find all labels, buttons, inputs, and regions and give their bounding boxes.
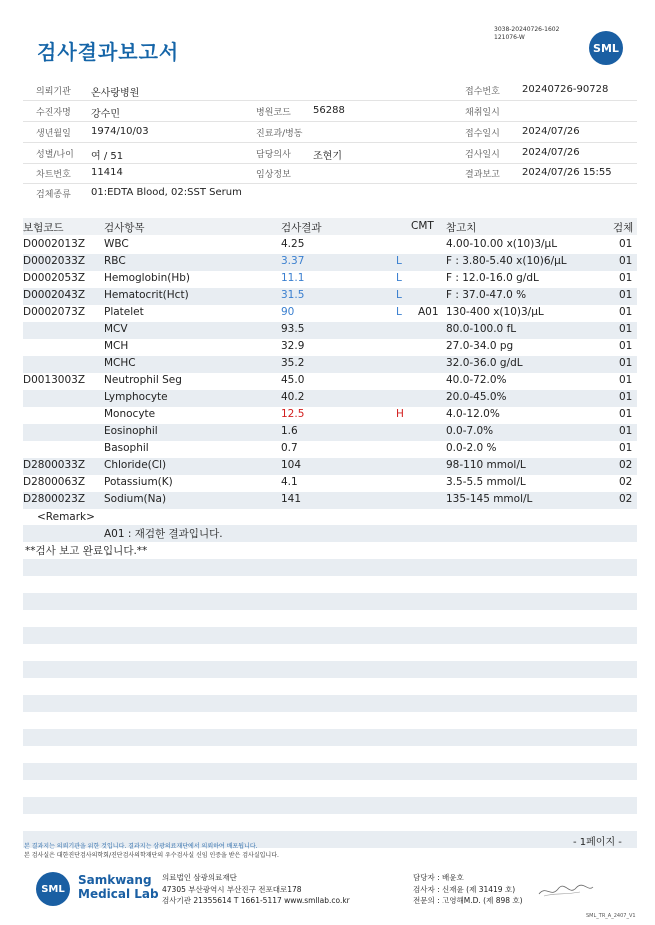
cell-flag: L [396,289,402,301]
cell-spec: 01 [619,289,633,301]
staff-line1: 담당자 : 배윤호 [413,873,464,882]
address-line2: 47305 부산광역시 부산진구 전포대로178 [162,884,302,894]
cell-item: RBC [104,255,126,267]
cell-code: D2800023Z [23,493,86,505]
empty-band [23,763,637,780]
cell-ref: 0.0-2.0 % [446,442,497,454]
receipt-no-label: 접수번호 [465,87,500,97]
cell-item: Hematocrit(Hct) [104,289,189,301]
info-row-client [23,80,637,101]
cell-spec: 01 [619,340,633,352]
cell-result: 31.5 [281,289,305,301]
cell-item: MCH [104,340,129,352]
report-title: 검사결과보고서 [37,40,180,64]
signature-icon [536,882,596,900]
empty-band [23,627,637,644]
cell-ref: 40.0-72.0% [446,374,507,386]
cell-ref: 32.0-36.0 g/dL [446,357,523,369]
info-row-chart [23,163,637,184]
table-row [23,475,637,492]
footer-address [162,872,350,907]
cell-flag: L [396,306,402,318]
table-row [23,237,637,254]
cell-ref: 130-400 x(10)3/μL [446,306,544,318]
col-cmt: CMT [411,220,434,232]
cell-item: WBC [104,238,129,250]
staff-line3: 전문의 : 고영해M.D. (제 898 호) [413,896,523,905]
cell-result: 11.1 [281,272,305,284]
footer-staff [413,872,523,907]
footer-notice-2: 본 검사실은 대한진단검사의학회/진단검사의학재단의 우수검사실 신임 인증을 받은 검사실입니다. [24,852,279,859]
specimen-value: 01:EDTA Blood, 02:SST Serum [91,187,242,198]
cell-result: 4.1 [281,476,298,488]
info-row-sex [23,143,637,164]
cell-item: Platelet [104,306,144,318]
cell-ref: 0.0-7.0% [446,425,494,437]
receipt-date-value: 2024/07/26 [522,126,580,137]
collect-date-label: 채취일시 [465,108,500,118]
cell-flag: H [396,408,404,420]
info-row-specimen [23,183,637,203]
patient-value: 강수민 [91,109,120,120]
cell-ref: 135-145 mmol/L [446,493,533,505]
form-code: SML_TR_A_2407_V1 [586,913,636,919]
cell-result: 35.2 [281,357,305,369]
sex-age-value: 여 / 51 [91,151,124,162]
client-value: 온사랑병원 [91,88,140,99]
remark-title: <Remark> [37,511,95,523]
cell-ref: 98-110 mmol/L [446,459,526,471]
table-row [23,322,637,339]
cell-spec: 01 [619,408,633,420]
table-row [23,271,637,288]
address-line3: 검사기관 21355614 T 1661-5117 www.smllab.co.kr [162,896,350,905]
cell-spec: 01 [619,442,633,454]
table-row [23,458,637,475]
cell-result: 0.7 [281,442,298,454]
chart-no-value: 11414 [91,167,123,178]
report-complete-note: **검사 보고 완료입니다.** [25,545,148,557]
empty-band [23,797,637,814]
table-row [23,373,637,390]
cell-result: 93.5 [281,323,305,335]
cell-item: Lymphocyte [104,391,168,403]
table-row [23,407,637,424]
footer-org-name [78,873,159,901]
specimen-label: 검체종류 [36,190,71,200]
cell-result: 45.0 [281,374,305,386]
cell-item: Potassium(K) [104,476,173,488]
cell-ref: 4.0-12.0% [446,408,500,420]
cell-code: D0002033Z [23,255,86,267]
footer-notice-1: 본 결과지는 의뢰기관을 위한 것입니다. 결과지는 삼광의료재단에서 의뢰하여 배포됩니다. [24,843,258,850]
sex-age-label: 성별/나이 [36,150,74,160]
address-line1: 의료법인 삼광의료재단 [162,873,237,882]
cell-spec: 01 [619,272,633,284]
receipt-date-label: 접수일시 [465,129,500,139]
cell-ref: F : 12.0-16.0 g/dL [446,272,539,284]
cell-ref: F : 37.0-47.0 % [446,289,527,301]
cell-result: 90 [281,306,295,318]
cell-item: Chloride(Cl) [104,459,167,471]
cell-code: D0013003Z [23,374,86,386]
staff-line2: 검사자 : 신재윤 (제 31419 호) [413,884,516,894]
cell-spec: 01 [619,357,633,369]
cell-ref: F : 3.80-5.40 x(10)6/μL [446,255,567,267]
table-row [23,492,637,509]
empty-band [23,559,637,576]
doctor-value: 조현기 [313,151,342,162]
cell-item: Monocyte [104,408,156,420]
table-row [23,424,637,441]
table-row [23,339,637,356]
cell-item: Sodium(Na) [104,493,167,505]
cell-spec: 01 [619,323,633,335]
dept-label: 진료과/병동 [256,129,303,139]
hospital-code-label: 병원코드 [256,108,291,118]
cell-code: D0002053Z [23,272,86,284]
empty-band [23,661,637,678]
empty-band [23,695,637,712]
remark-a01: A01 : 재검한 결과입니다. [104,528,223,540]
cell-spec: 01 [619,306,633,318]
test-date-label: 검사일시 [465,150,500,160]
document-id-1: 3038-20240726-1602 [494,26,560,33]
col-ref: 참고치 [446,222,477,234]
cell-ref: 20.0-45.0% [446,391,507,403]
results-table-header [23,218,637,235]
empty-band [23,593,637,610]
cell-spec: 02 [619,493,633,505]
cell-result: 4.25 [281,238,305,250]
report-date-value: 2024/07/26 15:55 [522,167,612,178]
cell-cmt: A01 [418,306,439,318]
document-id [494,26,559,42]
cell-code: D2800033Z [23,459,86,471]
cell-spec: 01 [619,391,633,403]
cell-item: MCHC [104,357,136,369]
cell-spec: 01 [619,238,633,250]
cell-ref: 27.0-34.0 pg [446,340,514,352]
table-row [23,305,637,322]
test-date-value: 2024/07/26 [522,147,580,158]
cell-result: 12.5 [281,408,305,420]
dob-value: 1974/10/03 [91,126,149,137]
chart-no-label: 차트번호 [36,170,71,180]
table-row [23,356,637,373]
cell-spec: 01 [619,425,633,437]
footer-logo-icon: SML [36,872,70,906]
sml-logo: SML [589,31,623,65]
cell-result: 141 [281,493,302,505]
clinical-label: 임상정보 [256,170,291,180]
cell-ref: 3.5-5.5 mmol/L [446,476,526,488]
cell-code: D0002043Z [23,289,86,301]
org-name-line1: Samkwang [78,873,152,887]
cell-result: 1.6 [281,425,298,437]
cell-ref: 4.00-10.00 x(10)3/μL [446,238,558,250]
cell-spec: 02 [619,476,633,488]
cell-spec: 02 [619,459,633,471]
document-id-2: 121076-W [494,34,525,41]
org-name-line2: Medical Lab [78,887,159,901]
hospital-code-value: 56288 [313,105,345,116]
cell-spec: 01 [619,255,633,267]
cell-result: 104 [281,459,302,471]
table-row [23,288,637,305]
col-result: 검사결과 [281,222,322,234]
cell-flag: L [396,255,402,267]
patient-label: 수진자명 [36,108,71,118]
empty-band [23,729,637,746]
cell-item: Hemoglobin(Hb) [104,272,191,284]
doctor-label: 담당의사 [256,150,291,160]
cell-item: Eosinophil [104,425,158,437]
cell-flag: L [396,272,402,284]
table-row [23,390,637,407]
cell-code: D2800063Z [23,476,86,488]
report-date-label: 결과보고 [465,170,500,180]
col-item: 검사항목 [104,222,145,234]
cell-ref: 80.0-100.0 fL [446,323,517,335]
info-row-patient [23,101,637,122]
cell-item: Basophil [104,442,149,454]
cell-code: D0002073Z [23,306,86,318]
cell-code: D0002013Z [23,238,86,250]
info-row-dob [23,122,637,143]
cell-item: MCV [104,323,128,335]
cell-result: 32.9 [281,340,305,352]
client-label: 의뢰기관 [36,87,71,97]
cell-result: 40.2 [281,391,305,403]
table-row [23,254,637,271]
page-number: - 1페이지 - [573,837,622,848]
cell-item: Neutrophil Seg [104,374,182,386]
dob-label: 생년월일 [36,129,71,139]
col-code: 보험코드 [23,222,64,234]
table-row [23,441,637,458]
col-spec: 검체 [613,222,634,234]
cell-result: 3.37 [281,255,305,267]
receipt-no-value: 20240726-90728 [522,84,609,95]
cell-spec: 01 [619,374,633,386]
